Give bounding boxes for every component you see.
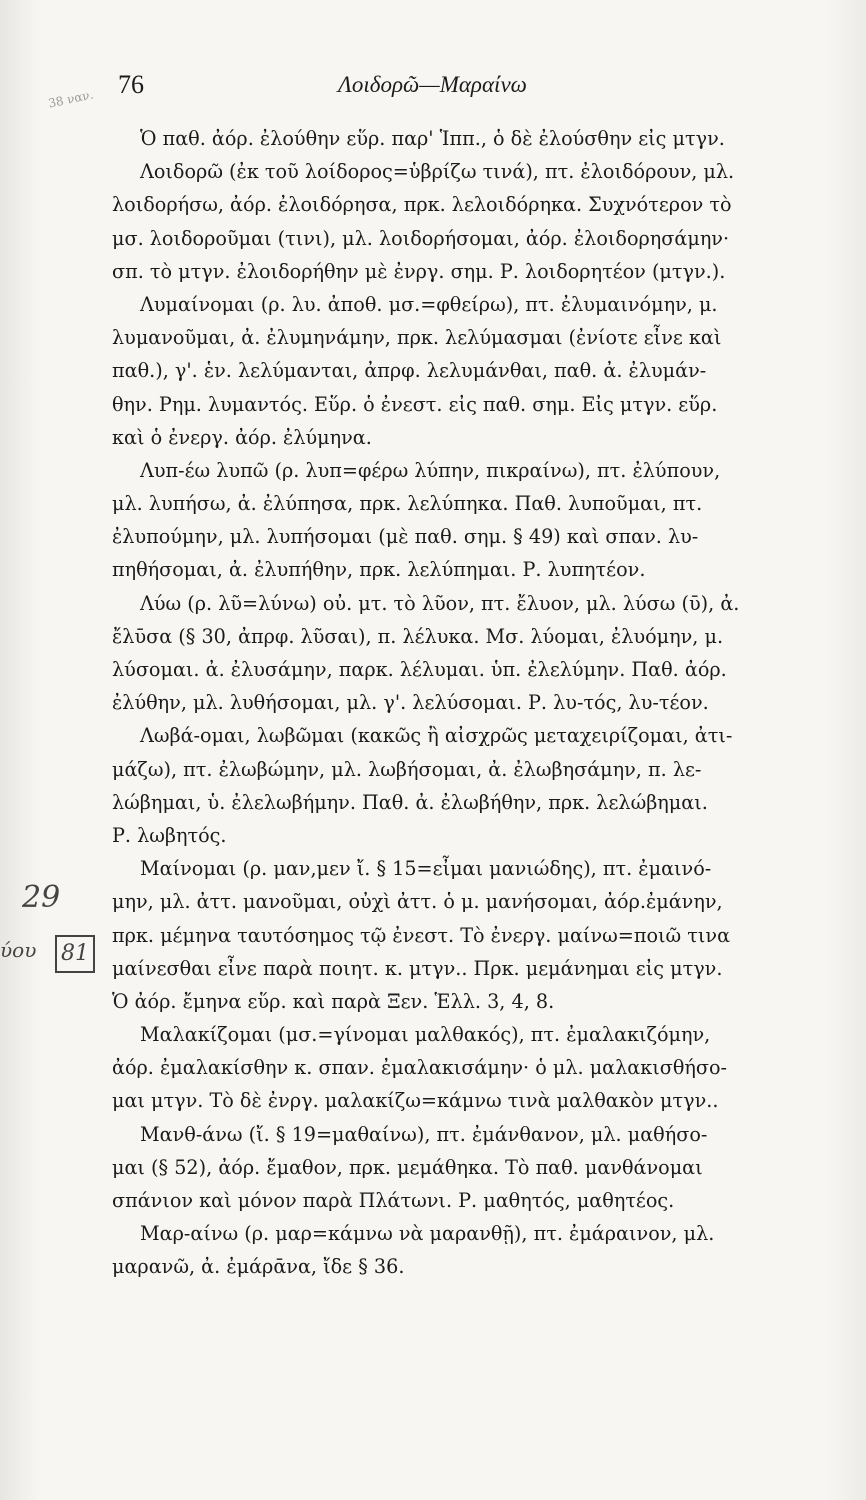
text-line: Λύω (ρ. λῦ=λύνω) οὐ. μτ. τὸ λῦον, πτ. ἔλυον, μλ. λύσω (ῡ), ἀ. (140, 591, 740, 615)
text-line: μάζω), πτ. ἐλωβώμην, μλ. λωβήσομαι, ἀ. ἐλωβησάμην, π. λε- (112, 757, 702, 781)
text-line: ἐλύθην, μλ. λυθήσομαι, μλ. γ'. λελύσομαι. Ρ. λυ-τός, λυ-τέον. (112, 691, 709, 715)
margin-note-number: 29 (22, 880, 61, 915)
text-line: Λυπ-έω λυπῶ (ρ. λυπ=φέρω λύπην, πικραίνω), πτ. ἐλύπουν, (140, 458, 721, 482)
text-line: μαίνεσθαι εἶνε παρὰ ποιητ. κ. μτγν.. Πρκ. μεμάνημαι εἰς μτγν. (112, 956, 723, 980)
text-line: Μαρ-αίνω (ρ. μαρ=κάμνω νὰ μαρανθῇ), πτ. ἐμάραινον, μλ. (140, 1222, 715, 1246)
text-line: σπάνιον καὶ μόνον παρὰ Πλάτωνι. Ρ. μαθητός, μαθητέος. (112, 1189, 675, 1212)
text-line: Μαλακίζομαι (μσ.=γίνομαι μαλθακός), πτ. ἐμαλακιζόμην, (140, 1023, 711, 1047)
text-line: μην, μλ. ἀττ. μανοῦμαι, οὐχὶ ἀττ. ὁ μ. μανήσομαι, ἀόρ.ἐμάνην, (112, 890, 723, 914)
page-header (118, 70, 788, 110)
running-title: Λοιδορῶ—Μαραίνω (338, 72, 527, 97)
text-line: λώβημαι, ὑ. ἐλελωβήμην. Παθ. ἀ. ἐλωβήθην, πρκ. λελώβημαι. (112, 790, 708, 814)
text-line: μσ. λοιδοροῦμαι (τινι), μλ. λοιδορήσομαι, ἀόρ. ἐλοιδορησάμην· (112, 226, 730, 250)
margin-note-boxed-number: 81 (55, 935, 95, 973)
margin-note-top: 38 ναν. (47, 87, 95, 111)
text-line: λοιδορήσω, ἀόρ. ἐλοιδόρησα, πρκ. λελοιδόρηκα. Συχνότερον τὸ (112, 193, 732, 217)
text-line: Λωβά-ομαι, λωβῶμαι (κακῶς ἢ αἰσχρῶς μεταχειρίζομαι, ἀτι- (140, 724, 733, 748)
text-line: Ὁ ἀόρ. ἔμηνα εὕρ. καὶ παρὰ Ξεν. Ἑλλ. 3, 4, 8. (112, 989, 555, 1013)
text-line: λυμανοῦμαι, ἀ. ἐλυμηνάμην, πρκ. λελύμασμαι (ἐνίοτε εἶνε καὶ (112, 326, 722, 350)
text-line: μαι μτγν. Τὸ δὲ ἐνργ. μαλακίζω=κάμνω τινὰ μαλθακὸν μτγν.. (112, 1089, 719, 1113)
text-line: πηθήσομαι, ἀ. ἐλυπήθην, πρκ. λελύπημαι. Ρ. λυπητέον. (112, 558, 646, 582)
dictionary-entries (112, 122, 792, 1284)
text-line: ἀόρ. ἐμαλακίσθην κ. σπαν. ἐμαλακισάμην· ὁ μλ. μαλακισθήσο- (112, 1056, 728, 1080)
text-line: ἐλυπούμην, μλ. λυπήσομαι (μὲ παθ. σημ. § 49) καὶ σπαν. λυ- (112, 525, 699, 549)
margin-note-word: ύου (0, 938, 37, 962)
text-line: Μαίνομαι (ρ. μαν,μεν ἴ. § 15=εἶμαι μανιώδης), πτ. ἐμαινό- (140, 857, 712, 881)
text-line: θην. Ρημ. λυμαντός. Εὕρ. ὁ ἐνεστ. εἰς παθ. σημ. Εἰς μτγν. εὕρ. (112, 392, 718, 416)
text-line: Λοιδορῶ (ἐκ τοῦ λοίδορος=ὑβρίζω τινά), πτ. ἐλοιδόρουν, μλ. (140, 160, 735, 184)
text-line: σπ. τὸ μτγν. ἐλοιδορήθην μὲ ἐνργ. σημ. Ρ. λοιδορητέον (μτγν.). (112, 259, 726, 283)
text-line: μαρανῶ, ἀ. ἐμάρᾱνα, ἴδε § 36. (112, 1255, 405, 1279)
text-line: Λυμαίνομαι (ρ. λυ. ἀποθ. μσ.=φθείρω), πτ. ἐλυμαινόμην, μ. (140, 292, 718, 316)
text-line: μλ. λυπήσω, ἀ. ἐλύπησα, πρκ. λελύπηκα. Παθ. λυποῦμαι, πτ. (112, 492, 703, 516)
text-line: καὶ ὁ ἐνεργ. ἀόρ. ἐλύμηνα. (112, 425, 372, 449)
text-line: Ὁ παθ. ἀόρ. ἐλούθην εὕρ. παρ' Ἱππ., ὁ δὲ ἐλούσθην εἰς μτγν. (140, 127, 725, 150)
text-line: Μανθ-άνω (ἴ. § 19=μαθαίνω), πτ. ἐμάνθανον, μλ. μαθήσο- (140, 1122, 708, 1146)
text-line: μαι (§ 52), ἀόρ. ἔμαθον, πρκ. μεμάθηκα. Τὸ παθ. μανθάνομαι (112, 1155, 703, 1179)
text-line: ἔλῡσα (§ 30, ἀπρφ. λῦσαι), π. λέλυκα. Μσ. λύομαι, ἐλυόμην, μ. (112, 624, 724, 648)
text-line: λύσομαι. ἀ. ἐλυσάμην, παρκ. λέλυμαι. ὑπ. ἐλελύμην. Παθ. ἀόρ. (112, 658, 727, 681)
text-line: πρκ. μέμηνα ταυτόσημος τῷ ἐνεστ. Τὸ ἐνεργ. μαίνω=ποιῶ τινα (112, 923, 731, 947)
text-line: Ρ. λωβητός. (112, 823, 227, 847)
page-number: 76 (118, 70, 144, 99)
text-line: παθ.), γ'. ἑν. λελύμανται, ἀπρφ. λελυμάνθαι, παθ. ἀ. ἐλυμάν- (112, 359, 707, 383)
